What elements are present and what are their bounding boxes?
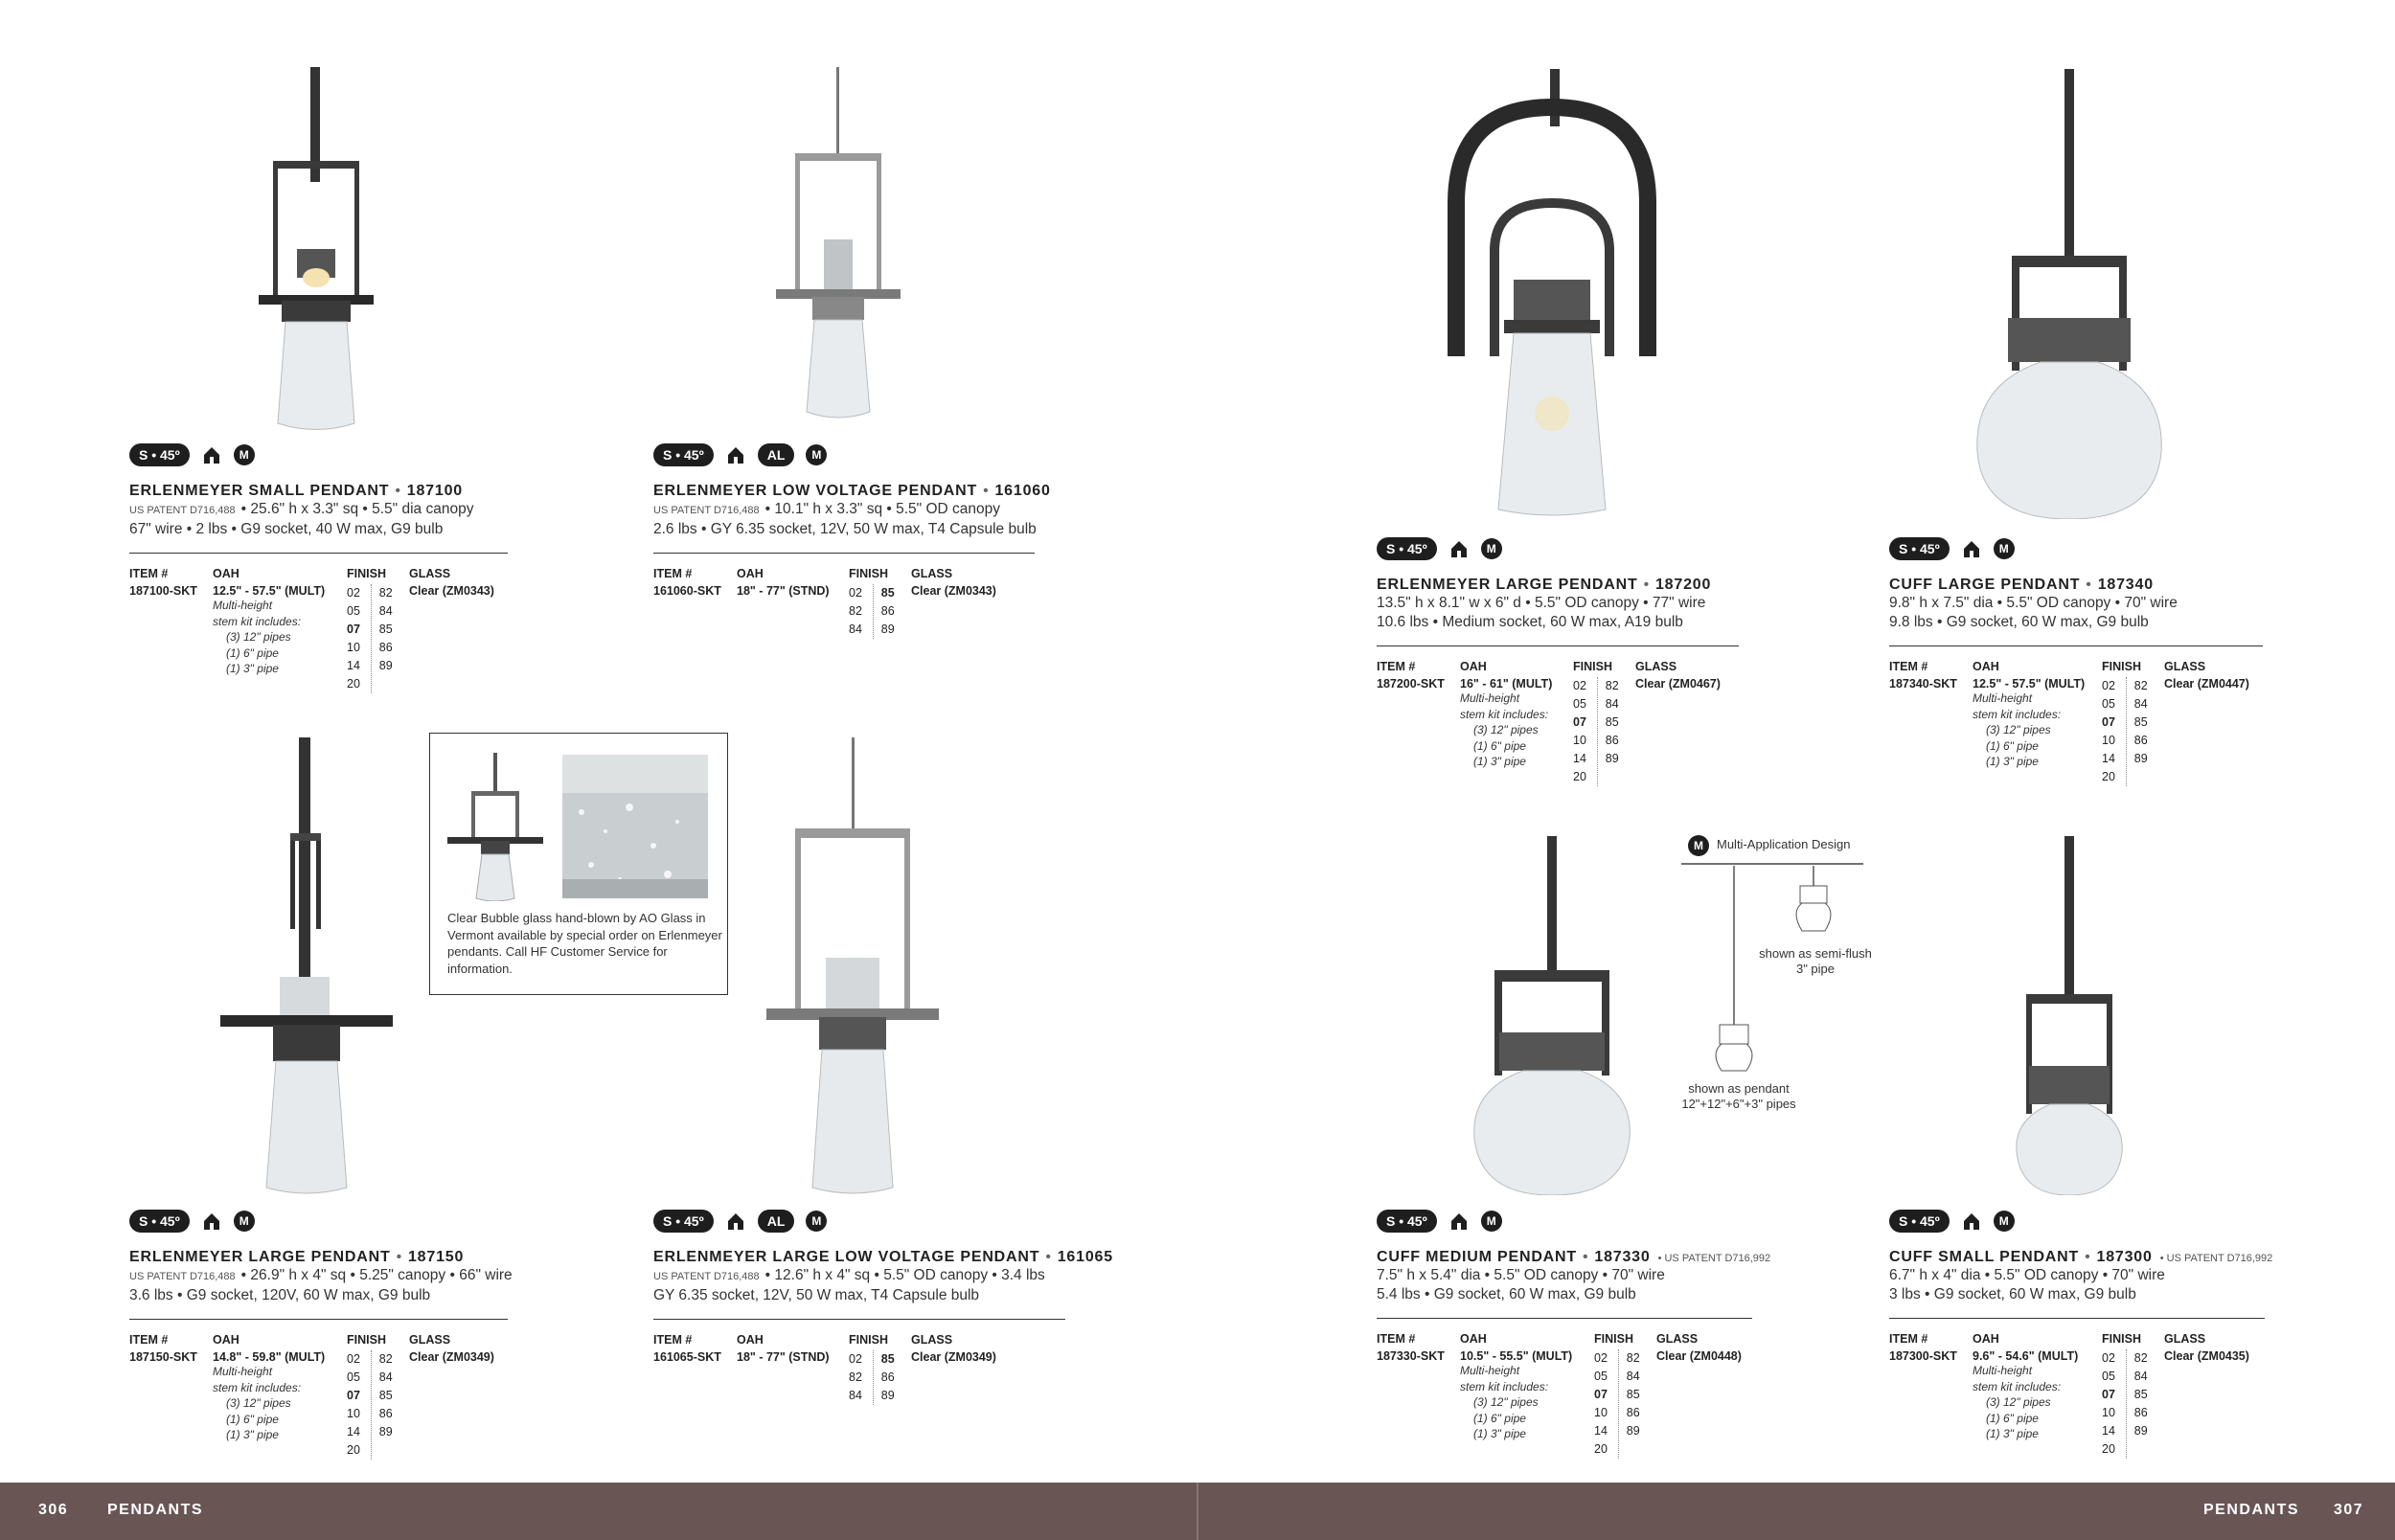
rating-badges bbox=[653, 442, 1056, 467]
product-photo-187340 bbox=[1973, 69, 2165, 519]
product-187340 bbox=[1889, 536, 2272, 786]
product-title: ERLENMEYER SMALL PENDANT • 187100 bbox=[129, 483, 463, 499]
bubble-glass-callout bbox=[429, 733, 728, 995]
bubble-glass-note: Clear Bubble glass hand-blown by AO Glass in Vermont available by special order on Erlenmeyer pendants. Call HF Customer Service for information. bbox=[447, 911, 722, 976]
product-spec-line1: US PATENT D716,488 • 25.6" h x 3.3" sq • 5.5" dia canopy bbox=[129, 501, 474, 517]
divider bbox=[653, 1319, 1065, 1320]
m-badge: M bbox=[1994, 538, 2015, 559]
spec-table: ITEM # 187330-SKT OAH 10.5" - 55.5" (MULT) Multi-height stem kit includes: (3) 12" pipes (1) 6" pipe (1) 3" pipe FINISH 02 05 07 10 14 20 82 84 85 86 89 GLASS Clear (ZM0448) bbox=[1377, 1332, 1760, 1459]
m-badge: M bbox=[1481, 1211, 1502, 1232]
rating-badges bbox=[653, 1209, 1075, 1234]
al-badge: AL bbox=[758, 443, 795, 466]
s45-badge: S • 45º bbox=[653, 443, 714, 466]
product-spec-line2: 5.4 lbs • G9 socket, 60 W max, G9 bulb bbox=[1377, 1286, 1636, 1302]
house-icon bbox=[1961, 1211, 1982, 1232]
s45-badge: S • 45º bbox=[129, 443, 190, 466]
finish-codes: 02 82 84 85 86 89 bbox=[849, 584, 911, 639]
divider bbox=[129, 1319, 508, 1320]
s45-badge: S • 45º bbox=[1889, 1210, 1950, 1233]
house-icon bbox=[1961, 538, 1982, 559]
finish-codes: 02 05 07 10 14 20 82 84 85 86 89 bbox=[2102, 677, 2164, 786]
m-badge: M bbox=[1994, 1211, 2015, 1232]
m-badge: M bbox=[1481, 538, 1502, 559]
product-title: ERLENMEYER LARGE PENDANT • 187200 bbox=[1377, 577, 1712, 593]
product-187200 bbox=[1377, 536, 1760, 786]
rating-badges bbox=[129, 442, 513, 467]
product-photo-187330 bbox=[1471, 836, 1633, 1195]
al-badge: AL bbox=[758, 1210, 795, 1233]
house-icon bbox=[1448, 1211, 1470, 1232]
product-187150 bbox=[129, 1209, 513, 1460]
m-badge: M bbox=[806, 1211, 827, 1232]
product-title: CUFF MEDIUM PENDANT • 187330 • US PATENT D716,992 bbox=[1377, 1249, 1771, 1265]
spec-table: ITEM # 187150-SKT OAH 14.8" - 59.8" (MULT) Multi-height stem kit includes: (3) 12" pipes (1) 6" pipe (1) 3" pipe FINISH 02 05 07 10 14 20 82 84 85 86 89 GLASS Clear (ZM0349) bbox=[129, 1333, 513, 1460]
semi-flush-caption: shown as semi-flush 3" pipe bbox=[1759, 946, 1872, 976]
product-187100 bbox=[129, 442, 513, 693]
product-spec-line2: GY 6.35 socket, 12V, 50 W max, T4 Capsule bulb bbox=[653, 1287, 980, 1303]
product-spec-line1: 6.7" h x 4" dia • 5.5" OD canopy • 70" wire bbox=[1889, 1267, 2165, 1283]
product-spec-line2: 10.6 lbs • Medium socket, 60 W max, A19 bulb bbox=[1377, 614, 1683, 630]
product-spec-line2: 67" wire • 2 lbs • G9 socket, 40 W max, G9 bulb bbox=[129, 521, 444, 537]
product-photo-161065 bbox=[766, 737, 939, 1197]
rating-badges bbox=[1889, 536, 2272, 561]
page-spine bbox=[1197, 1483, 1198, 1540]
house-icon bbox=[201, 1211, 222, 1232]
product-title: ERLENMEYER LARGE PENDANT • 187150 bbox=[129, 1249, 465, 1265]
house-icon bbox=[725, 444, 746, 465]
product-photo-161060 bbox=[766, 67, 910, 426]
bubble-glass-swatch bbox=[562, 755, 708, 898]
m-badge: M bbox=[806, 444, 827, 465]
divider bbox=[1889, 645, 2263, 646]
s45-badge: S • 45º bbox=[653, 1210, 714, 1233]
s45-badge: S • 45º bbox=[129, 1210, 190, 1233]
house-icon bbox=[201, 444, 222, 465]
product-photo-187300 bbox=[2012, 836, 2127, 1195]
spec-table: ITEM # 187340-SKT OAH 12.5" - 57.5" (MULT) Multi-height stem kit includes: (3) 12" pipes (1) 6" pipe (1) 3" pipe FINISH 02 05 07 10 14 20 82 84 85 86 89 GLASS Clear (ZM0447) bbox=[1889, 660, 2272, 786]
product-187300 bbox=[1889, 1209, 2272, 1459]
pendant-caption: shown as pendant 12"+12"+6"+3" pipes bbox=[1681, 1081, 1796, 1111]
divider bbox=[1377, 645, 1739, 646]
rating-badges bbox=[129, 1209, 513, 1234]
product-photo-187100 bbox=[240, 67, 393, 436]
product-spec-line2: 9.8 lbs • G9 socket, 60 W max, G9 bulb bbox=[1889, 614, 2149, 630]
finish-codes: 02 05 07 10 14 20 82 84 85 86 89 bbox=[1573, 677, 1635, 786]
spec-table: ITEM # 187300-SKT OAH 9.6" - 54.6" (MULT) Multi-height stem kit includes: (3) 12" pipes (1) 6" pipe (1) 3" pipe FINISH 02 05 07 10 14 20 82 84 85 86 89 GLASS Clear (ZM0435) bbox=[1889, 1332, 2272, 1459]
product-spec-line1: 9.8" h x 7.5" dia • 5.5" OD canopy • 70" wire bbox=[1889, 595, 2178, 611]
product-spec-line2: 2.6 lbs • GY 6.35 socket, 12V, 50 W max, T4 Capsule bulb bbox=[653, 521, 1037, 537]
finish-codes: 02 05 07 10 14 20 82 84 85 86 89 bbox=[2102, 1349, 2164, 1459]
m-badge: M bbox=[234, 1211, 255, 1232]
product-photo-187150 bbox=[220, 737, 393, 1195]
product-spec-line1: US PATENT D716,488 • 10.1" h x 3.3" sq • 5.5" OD canopy bbox=[653, 501, 1001, 517]
finish-codes: 02 82 84 85 86 89 bbox=[849, 1350, 911, 1405]
product-spec-line2: 3 lbs • G9 socket, 60 W max, G9 bulb bbox=[1889, 1286, 2136, 1302]
product-title: CUFF SMALL PENDANT • 187300 • US PATENT D716,992 bbox=[1889, 1249, 2273, 1265]
m-badge: M bbox=[1688, 835, 1709, 856]
spec-table: ITEM # 161060-SKT OAH 18" - 77" (STND) FINISH 02 82 84 85 86 89 GLASS Clear (ZM0343) bbox=[653, 567, 1056, 639]
rating-badges bbox=[1377, 536, 1760, 561]
product-161065 bbox=[653, 1209, 1113, 1405]
s45-badge: S • 45º bbox=[1889, 537, 1950, 560]
s45-badge: S • 45º bbox=[1377, 537, 1437, 560]
section-label-left: PENDANTS bbox=[107, 1502, 204, 1518]
s45-badge: S • 45º bbox=[1377, 1210, 1437, 1233]
product-187330 bbox=[1377, 1209, 1771, 1459]
rating-badges bbox=[1889, 1209, 2272, 1234]
product-spec-line2: 3.6 lbs • G9 socket, 120V, 60 W max, G9 bulb bbox=[129, 1287, 431, 1303]
rating-badges bbox=[1377, 1209, 1760, 1234]
product-title: CUFF LARGE PENDANT • 187340 bbox=[1889, 577, 2154, 593]
product-spec-line1: 13.5" h x 8.1" w x 6" d • 5.5" OD canopy • 77" wire bbox=[1377, 595, 1706, 611]
m-badge: M bbox=[234, 444, 255, 465]
divider bbox=[653, 553, 1035, 554]
spec-table: ITEM # 161065-SKT OAH 18" - 77" (STND) FINISH 02 82 84 85 86 89 GLASS Clear (ZM0349) bbox=[653, 1333, 1075, 1405]
multi-app-label: Multi-Application Design bbox=[1717, 837, 1851, 851]
product-spec-line1: 7.5" h x 5.4" dia • 5.5" OD canopy • 70" wire bbox=[1377, 1267, 1665, 1283]
divider bbox=[1889, 1318, 2265, 1319]
house-icon bbox=[725, 1211, 746, 1232]
product-spec-line1: US PATENT D716,488 • 26.9" h x 4" sq • 5.25" canopy • 66" wire bbox=[129, 1267, 513, 1283]
product-161060 bbox=[653, 442, 1056, 639]
spec-table: ITEM # 187100-SKT OAH 12.5" - 57.5" (MULT) Multi-height stem kit includes: (3) 12" pipes (1) 6" pipe (1) 3" pipe FINISH 02 05 07 10 14 20 82 84 85 86 89 GLASS Clear (ZM0343) bbox=[129, 567, 513, 693]
product-title: ERLENMEYER LOW VOLTAGE PENDANT • 161060 bbox=[653, 483, 1051, 499]
house-icon bbox=[1448, 538, 1470, 559]
page-number-right: 307 bbox=[2334, 1502, 2364, 1518]
bubble-pendant-photo bbox=[447, 753, 543, 901]
divider bbox=[129, 553, 508, 554]
product-photo-187200 bbox=[1437, 69, 1667, 519]
divider bbox=[1377, 1318, 1752, 1319]
finish-codes: 02 05 07 10 14 20 82 84 85 86 89 bbox=[1594, 1349, 1656, 1459]
product-title: ERLENMEYER LARGE LOW VOLTAGE PENDANT • 161065 bbox=[653, 1249, 1113, 1265]
spec-table: ITEM # 187200-SKT OAH 16" - 61" (MULT) Multi-height stem kit includes: (3) 12" pipes (1) 6" pipe (1) 3" pipe FINISH 02 05 07 10 14 20 82 84 85 86 89 GLASS Clear (ZM0467) bbox=[1377, 660, 1760, 786]
finish-codes: 02 05 07 10 14 20 82 84 85 86 89 bbox=[347, 1350, 409, 1460]
product-spec-line1: US PATENT D716,488 • 12.6" h x 4" sq • 5.5" OD canopy • 3.4 lbs bbox=[653, 1267, 1045, 1283]
page-number-left: 306 bbox=[38, 1502, 69, 1518]
section-label-right: PENDANTS bbox=[2203, 1502, 2300, 1518]
finish-codes: 02 05 07 10 14 20 82 84 85 86 89 bbox=[347, 584, 409, 693]
